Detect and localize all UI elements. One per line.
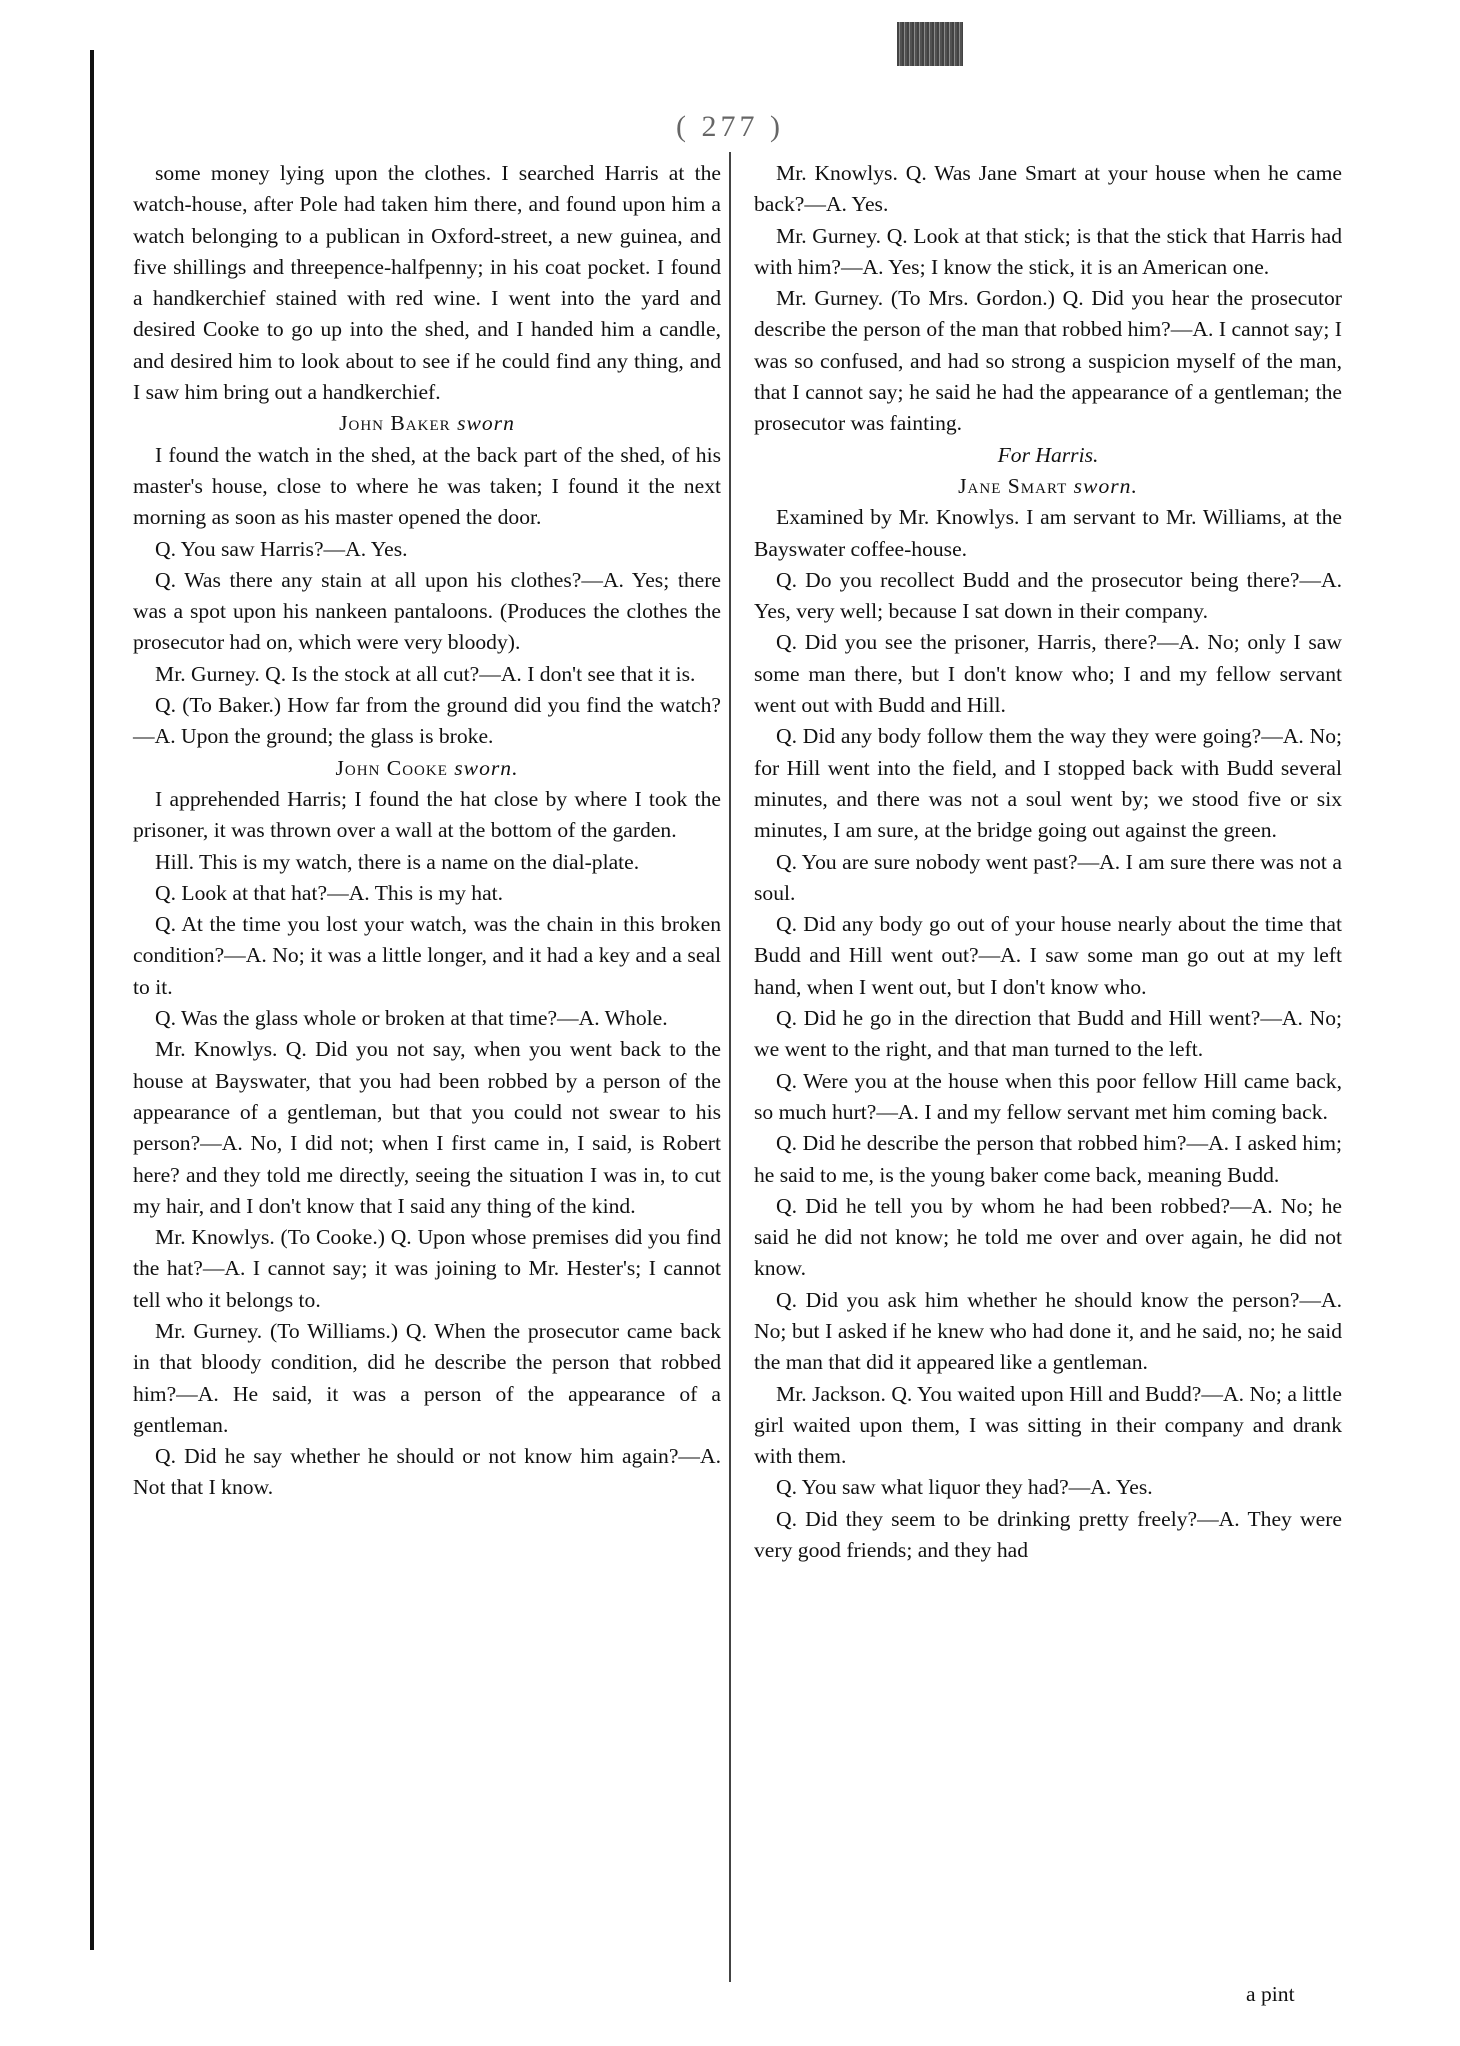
testimony-paragraph: Q. You saw what liquor they had?—A. Yes. <box>776 1475 1153 1500</box>
testimony-paragraph: Hill. This is my watch, there is a name on the dial-plate. <box>155 849 640 874</box>
testimony-paragraph: Q. Were you at the house when this poor fellow Hill came back, so much hurt?—A. I and my fellow servant met him coming back. <box>754 1068 1342 1124</box>
witness-heading <box>133 408 721 439</box>
testimony-paragraph: I apprehended Harris; I found the hat close by where I took the prisoner, it was thrown over a wall at the bottom of the garden. <box>133 786 721 843</box>
testimony-paragraph: Q. Did you ask him whether he should know the person?—A. No; but I asked if he knew who had done it, and he said, no; he said the man that did it appeared like a gentleman. <box>754 1287 1342 1375</box>
witness-heading <box>754 471 1342 502</box>
testimony-paragraph: Q. Look at that hat?—A. This is my hat. <box>155 880 504 905</box>
testimony-paragraph: Mr. Gurney. (To Mrs. Gordon.) Q. Did you hear the prosecutor describe the person of the man that robbed him?—A. I cannot say; I was so confused, and had so strong a suspicion myself of the man, that I cannot say; he said he had the appearance of a gentleman; the prosecutor was fainting. <box>754 286 1342 436</box>
testimony-paragraph: Q. Did any body go out of your house nearly about the time that Budd and Hill went out?—A. I saw some man go out at my left hand, when I went out, but I don't know who. <box>754 912 1342 999</box>
testimony-paragraph: Q. Did any body follow them the way they were going?—A. No; for Hill went into the field, and I stopped back with Budd several minutes, and there was not a soul went by; we stood five or six minutes, I am sure, at the bridge going out against the green. <box>754 724 1342 843</box>
page-edge-rule <box>90 50 94 1950</box>
testimony-paragraph: Q. Did they seem to be drinking pretty freely?—A. They were very good friends; and they had <box>754 1506 1342 1563</box>
testimony-paragraph: Q. Was there any stain at all upon his clothes?—A. Yes; there was a spot upon his nankeen pantaloons. (Produces the clothes the prosecutor had on, which were very bloody). <box>133 567 721 655</box>
right-column <box>754 158 1342 1566</box>
testimony-paragraph: Q. Do you recollect Budd and the prosecutor being there?—A. Yes, very well; because I sat down in their company. <box>754 567 1342 624</box>
testimony-paragraph: Mr. Knowlys. Q. Did you not say, when you went back to the house at Bayswater, that you had been robbed by a person of the appearance of a gentleman, but that you could not swear to his person?—A. No, I did not; when I first came in, I said, is Robert here? and they told me directly, seeing the situation I was in, to cut my hair, and I don't know that I said any thing of the kind. <box>133 1037 721 1218</box>
testimony-paragraph: Mr. Gurney. Q. Look at that stick; is that the stick that Harris had with him?—A. Yes; I know the stick, it is an American one. <box>754 223 1342 279</box>
testimony-paragraph: Q. Was the glass whole or broken at that time?—A. Whole. <box>155 1006 668 1031</box>
page-number: ( 277 ) <box>676 110 784 143</box>
sworn-note: sworn. <box>1073 473 1138 498</box>
catchword: a pint <box>1246 1982 1295 2006</box>
witness-name: John Cooke <box>335 755 448 780</box>
testimony-paragraph: Mr. Gurney. (To Williams.) Q. When the prosecutor came back in that bloody condition, did he describe the person that robbed him?—A. He said, it was a person of the appearance of a gentleman. <box>133 1318 721 1437</box>
testimony-paragraph: Q. You saw Harris?—A. Yes. <box>155 536 408 561</box>
witness-name: John Baker <box>339 411 451 436</box>
testimony-paragraph: Q. Did he say whether he should or not know him again?—A. Not that I know. <box>133 1444 721 1500</box>
testimony-paragraph: some money lying upon the clothes. I searched Harris at the watch-house, after Pole had taken him there, and found upon him a watch belonging to a publican in Oxford-street, a new guinea, and five shillings and threepence-halfpenny; in his coat pocket. I found a handkerchief stained with red wine. I went into the yard and desired Cooke to go up into the shed, and I handed him a candle, and desired him to look about to see if he could find any thing, and I saw him bring out a handkerchief. <box>133 161 721 405</box>
left-column <box>133 158 721 1504</box>
testimony-paragraph: I found the watch in the shed, at the back part of the shed, of his master's house, close to where he was taken; I found it the next morning as soon as his master opened the door. <box>133 442 721 530</box>
ink-smudge <box>897 22 963 66</box>
testimony-paragraph: Mr. Gurney. Q. Is the stock at all cut?—A. I don't see that it is. <box>155 661 696 686</box>
witness-heading <box>133 753 721 784</box>
testimony-paragraph: Mr. Knowlys. (To Cooke.) Q. Upon whose premises did you find the hat?—A. I cannot say; it was joining to Mr. Hester's; I cannot tell who it belongs to. <box>133 1225 721 1312</box>
testimony-paragraph: Q. Did he go in the direction that Budd and Hill went?—A. No; we went to the right, and that man turned to the left. <box>754 1006 1342 1062</box>
section-subheading: For Harris. <box>997 442 1099 467</box>
sworn-note: sworn. <box>454 755 519 780</box>
sworn-note: sworn <box>457 411 515 436</box>
testimony-paragraph: Q. Did he describe the person that robbed him?—A. I asked him; he said to me, is the young baker come back, meaning Budd. <box>754 1131 1342 1187</box>
column-divider <box>729 152 731 1982</box>
testimony-paragraph: Q. Did he tell you by whom he had been robbed?—A. No; he said he did not know; he told me over and over again, he did not know. <box>754 1193 1342 1281</box>
testimony-paragraph: Q. (To Baker.) How far from the ground did you find the watch?—A. Upon the ground; the glass is broke. <box>133 693 721 749</box>
testimony-paragraph: Examined by Mr. Knowlys. I am servant to Mr. Williams, at the Bayswater coffee-house. <box>754 505 1342 561</box>
testimony-paragraph: Mr. Jackson. Q. You waited upon Hill and Budd?—A. No; a little girl waited upon them, I was sitting in their company and drank with them. <box>754 1381 1342 1469</box>
testimony-paragraph: Q. At the time you lost your watch, was the chain in this broken condition?—A. No; it was a little longer, and it had a key and a seal to it. <box>133 912 721 999</box>
testimony-paragraph: Q. You are sure nobody went past?—A. I am sure there was not a soul. <box>754 849 1342 905</box>
testimony-paragraph: Q. Did you see the prisoner, Harris, there?—A. No; only I saw some man there, but I don't know who; I and my fellow servant went out with Budd and Hill. <box>754 630 1342 718</box>
witness-name: Jane Smart <box>958 473 1068 498</box>
testimony-paragraph: Mr. Knowlys. Q. Was Jane Smart at your house when he came back?—A. Yes. <box>754 161 1342 217</box>
